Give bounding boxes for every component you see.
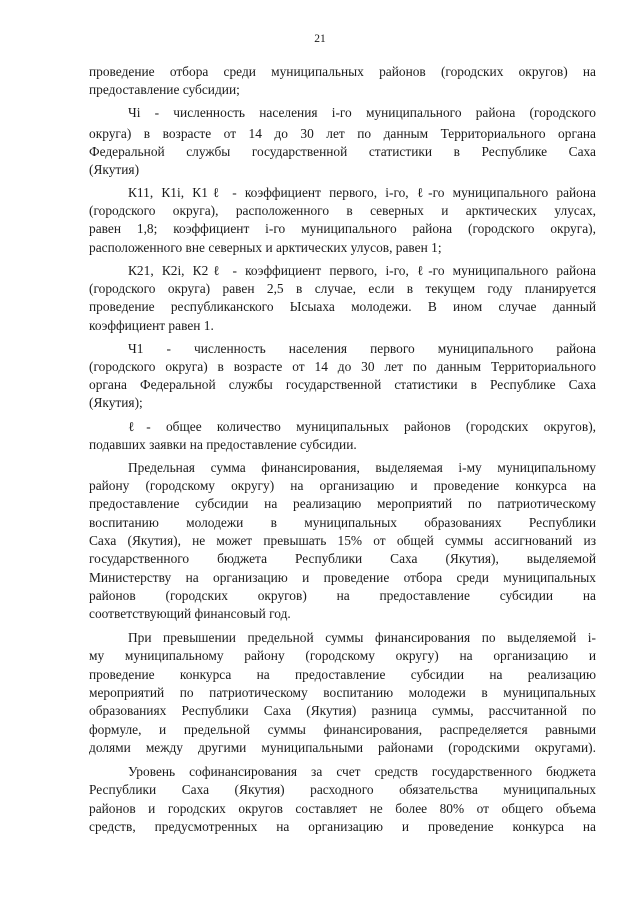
text-line: (городского округа) равен 2,5 в случае, если в текущем году планируется [89, 281, 596, 296]
text-line: Министерству на организацию и проведение отбора среди муниципальных [89, 570, 596, 585]
text-line: Республики Саха (Якутия) расходного обязательства муниципальных [89, 782, 596, 797]
text-line: Чi - численность населения i-го муниципального района (городского [128, 105, 596, 120]
text-line: органа Федеральной службы государственной статистики в Республике Саха [89, 377, 596, 392]
text-line: (Якутия) [89, 162, 140, 177]
text-line: Федеральной службы государственной статистики в Республике Саха [89, 144, 596, 159]
text-line: проведение конкурса на предоставление субсидии на реализацию [89, 667, 596, 682]
text-line: подавших заявки на предоставление субсидии. [89, 437, 357, 452]
text-line: проведение отбора среди муниципальных районов (городских округов) на [89, 64, 596, 79]
text-line: районов и городских округов составляет не более 80% от общего объема [89, 801, 596, 816]
text-line: предоставление субсидии; [89, 82, 240, 97]
text-line: (городского округа) в возрасте от 14 до 30 лет по данным Территориального [89, 359, 596, 374]
text-line: воспитанию молодежи в муниципальных образованиях Республики [89, 515, 596, 530]
text-line: К21, К2i, К2ℓ - коэффициент первого, i-го, ℓ-го муниципального района [128, 263, 596, 278]
text-line: мероприятий по патриотическому воспитанию молодежи в муниципальных [89, 685, 596, 700]
text-line: Ч1 - численность населения первого муниципального района [128, 341, 596, 356]
text-line: равен 1,8; коэффициент i-го муниципального района (городского округа), [89, 221, 596, 236]
text-line: Предельная сумма финансирования, выделяемая i-му муниципальному [128, 460, 596, 475]
text-line: ℓ- общее количество муниципальных районов (городских округов), [128, 419, 596, 434]
text-line: формуле, и предельной суммы финансирования, распределяется равными [89, 722, 596, 737]
text-line: Уровень софинансирования за счет средств государственного бюджета [128, 764, 596, 779]
text-line: районов (городских округов) на предоставление субсидии на [89, 588, 596, 603]
text-line: предоставление субсидии на реализацию мероприятий по патриотическому [89, 496, 596, 511]
text-line: му муниципальному району (городскому округу) на организацию и [89, 648, 596, 663]
text-line: соответствующий финансовый год. [89, 606, 291, 621]
text-line: При превышении предельной суммы финансирования по выделяемой i- [128, 630, 596, 645]
text-line: району (городскому округу) на организацию и проведение конкурса на [89, 478, 596, 493]
text-line: расположенного вне северных и арктических улусов, равен 1; [89, 240, 442, 255]
text-line: государственного бюджета Республики Саха (Якутия), выделяемой [89, 551, 596, 566]
text-line: проведение республиканского Ысыаха молодежи. В ином случае данный [89, 299, 596, 314]
text-line: (Якутия); [89, 395, 143, 410]
text-line: К11, К1i, К1ℓ - коэффициент первого, i-го, ℓ-го муниципального района [128, 185, 596, 200]
text-line: коэффициент равен 1. [89, 318, 214, 333]
text-line: округа) в возрасте от 14 до 30 лет по данным Территориального органа [89, 126, 596, 141]
text-line: (городского округа), расположенного в северных и арктических улусах, [89, 203, 596, 218]
text-line: средств, предусмотренных на организацию и проведение конкурса на [89, 819, 596, 834]
text-line: Саха (Якутия), не может превышать 15% от общей суммы ассигнований из [89, 533, 596, 548]
text-line: образованиях Республики Саха (Якутия) разница суммы, рассчитанной по [89, 703, 596, 718]
page-number: 21 [314, 33, 326, 45]
text-line: долями между другими муниципальными районами (городскими округами). [89, 740, 596, 755]
